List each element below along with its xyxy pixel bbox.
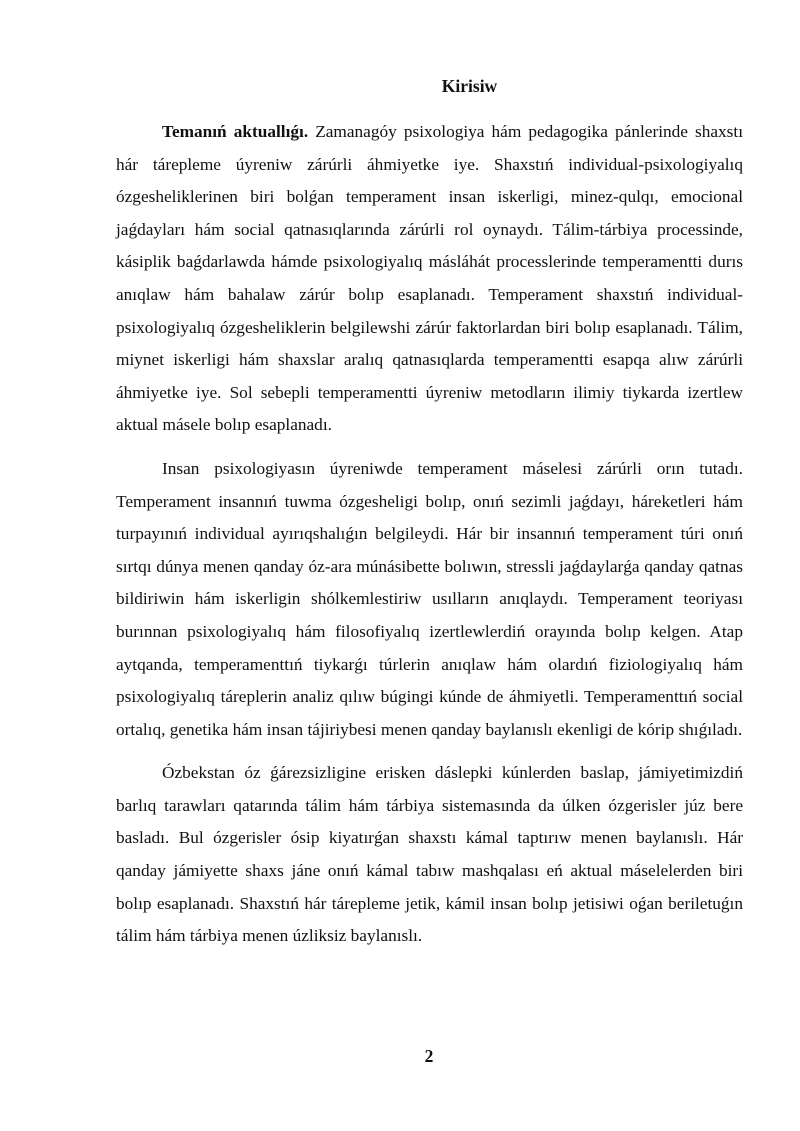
paragraph-lead: Temanıń aktuallıǵı.	[162, 122, 309, 141]
paragraph-text: Insan psixologiyasın úyreniwde temperament máselesi zárúrli orın tutadı. Temperament insannıń tuwma ózgesheligi bolıp, onıń sezimli jaǵdayı, háreketleri hám turpayınıń individual ayırıqshalıǵın belgileydi. Hár bir insannıń temperament túri onıń sırtqı dúnya menen qanday óz-ara múnásibette bolıwın, stressli jaǵdaylarǵa qanday qatnas bildiriwin hám iskerligin shólkemlestiriw usılların anıqlaydı. Temperament teoriyası burınnan psixologiyalıq hám filosofiyalıq izertlewlerdiń orayında bolıp kelgen. Atap aytqanda, temperamenttıń tiykarǵı túrlerin anıqlaw hám olardıń fiziologiyalıq hám psixologiyalıq táreplerin analiz qılıw búgingi kúnde de áhmiyetli. Temperamenttıń social ortalıq, genetika hám insan tájiriybesi menen qanday baylanıslı ekenligi de kórip shıǵıladı.	[116, 458, 743, 739]
section-heading: Kirisiw	[441, 76, 498, 96]
paragraph-psychology	[116, 453, 743, 746]
page-number: 2	[424, 1046, 434, 1066]
paragraph-text: Zamanagóy psixologiya hám pedagogika pánlerinde shaxstı hár tárepleme úyreniw zárúrli áhmiyetke iye. Shaxstıń individual-psixologiyalıq ózgesheliklerinen biri bolǵan temperament insan iskerligi, minez-qulqı, emocional jaǵdayları hám social qatnasıqlarında zárúrli rol oynaydı. Tálim-tárbiya processinde, kásiplik baǵdarlawda hámde psixologiyalıq másláhát processlerinde temperamentti durıs anıqlaw hám bahalaw zárúr bolıp esaplanadı. Temperament shaxstıń individual-psixologiyalıq ózgesheliklerin belgilewshi zárúr faktorlardan biri bolıp esaplanadı. Tálim, miynet iskerligi hám shaxslar aralıq qatnasıqlarda temperamentti esapqa alıw zárúrli áhmiyetke iye. Sol sebepli temperamentti úyreniw metodların ilimiy tiykarda izertlew aktual másele bolıp esaplanadı.	[116, 122, 744, 435]
paragraph-independence	[116, 757, 743, 953]
paragraph-relevance	[116, 116, 743, 442]
paragraph-text: Ózbekstan óz ǵárezsizligine erisken dáslepki kúnlerden baslap, jámiyetimizdiń barlıq tarawları qatarında tálim hám tárbiya sistemasında da úlken ózgerisler júz bere basladı. Bul ózgerisler ósip kiyatırǵan shaxstı kámal taptırıw menen baylanıslı. Hár qanday jámiyette shaxs jáne onıń kámal tabıw mashqalası eń aktual máselelerden biri bolıp esaplanadı. Shaxstıń hár tárepleme jetik, kámil insan bolıp jetisiwi oǵan beriletuǵın tálim hám tárbiya menen úzliksiz baylanıslı.	[116, 763, 743, 946]
